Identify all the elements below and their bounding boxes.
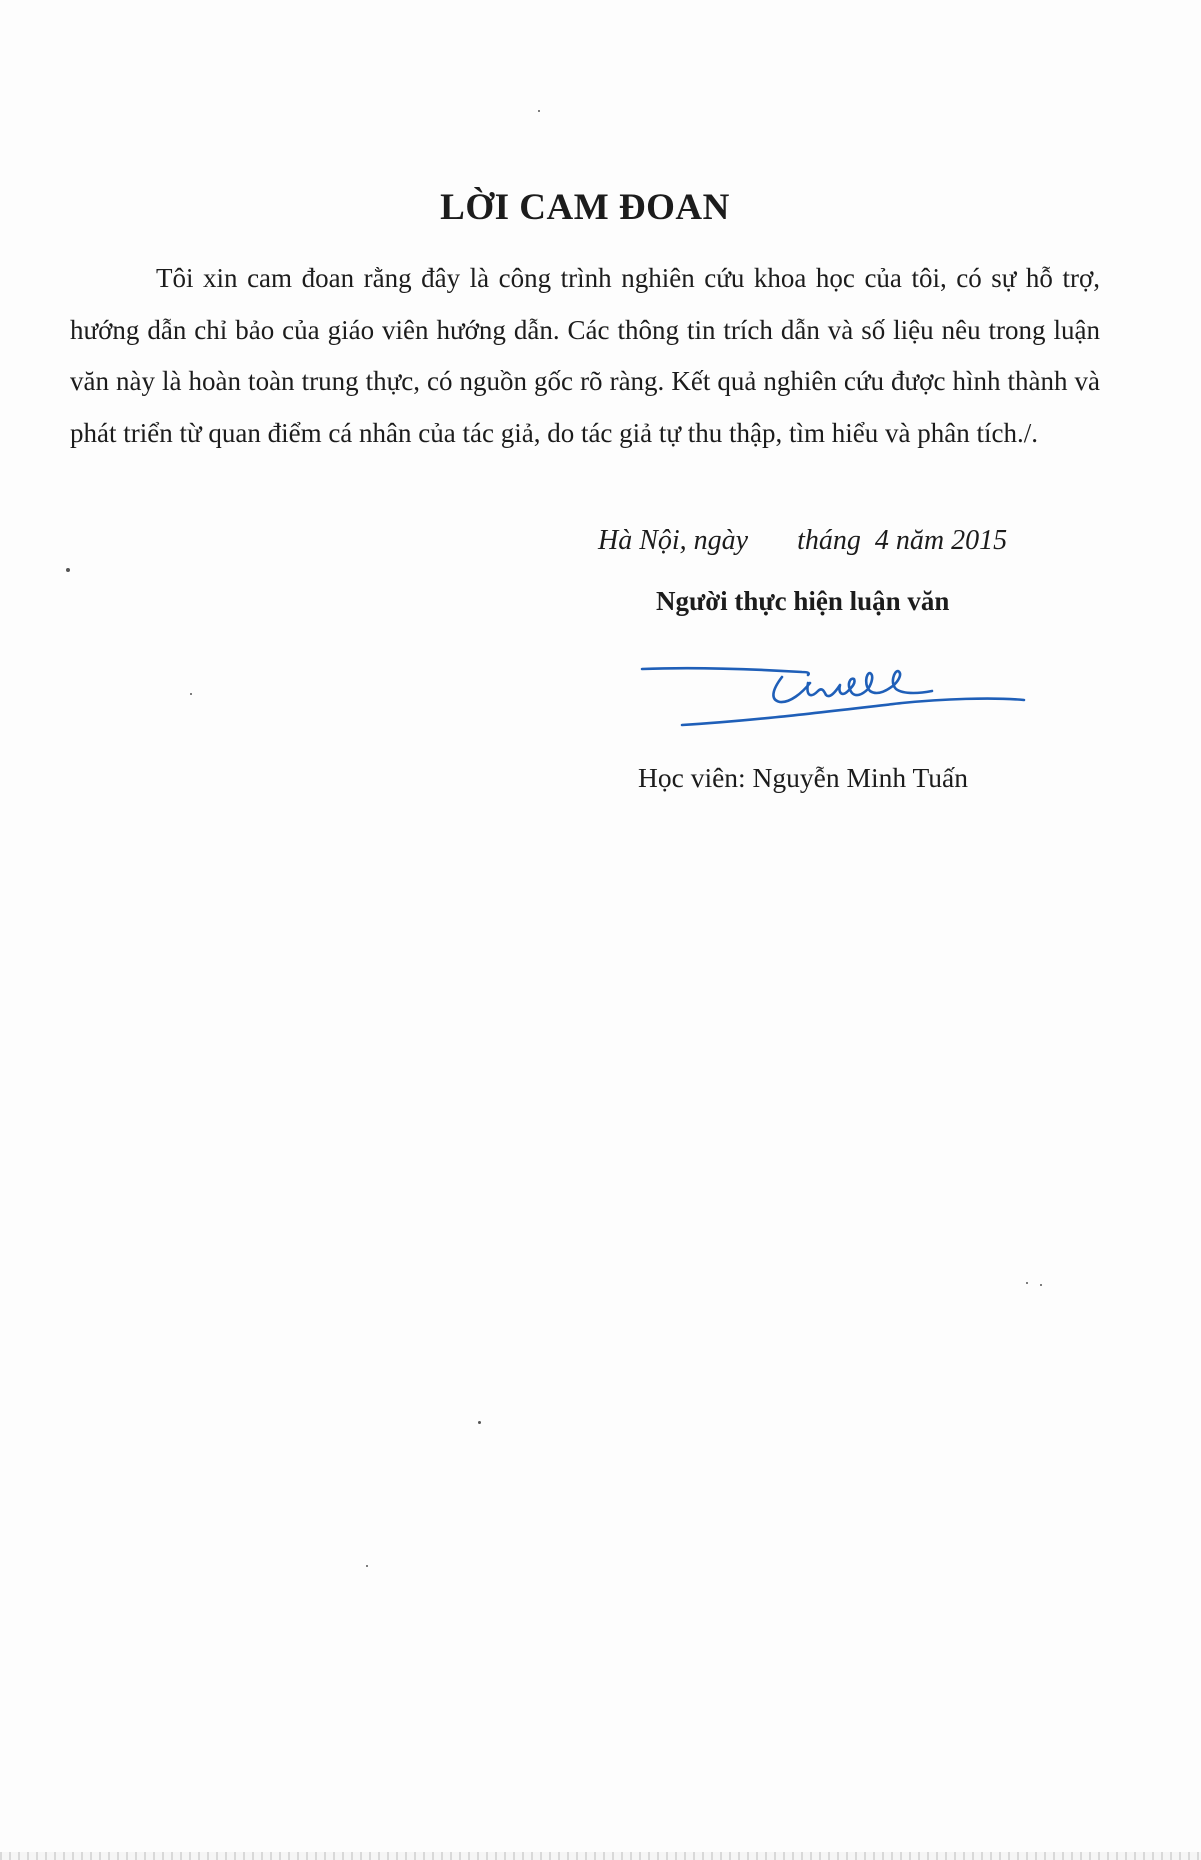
page-title: LỜI CAM ĐOAN: [440, 187, 730, 228]
scan-speck: [66, 568, 70, 572]
scan-speck: [478, 1421, 481, 1424]
signature-image: [632, 655, 1032, 755]
date-line: Hà Nội, ngày tháng 4 năm 2015: [598, 525, 1008, 556]
signer-role: Người thực hiện luận văn: [656, 586, 950, 616]
scan-speck: [1026, 1282, 1028, 1284]
declaration-paragraph: Tôi xin cam đoan rằng đây là công trình nghiên cứu khoa học của tôi, có sự hỗ trợ, hướng dẫn chỉ bảo của giáo viên hướng dẫn. Các thông tin trích dẫn và số liệu nêu trong luận văn này là hoàn toàn trung thực, có nguồn gốc rõ ràng. Kết quả nghiên cứu được hình thành và phát triển từ quan điểm cá nhân của tác giả, do tác giả tự thu thập, tìm hiểu và phân tích./.: [70, 263, 1100, 448]
scan-speck: [1040, 1284, 1042, 1286]
scan-speck: [366, 1565, 368, 1567]
scan-edge: [0, 1852, 1201, 1860]
scan-speck: [190, 693, 192, 695]
signer-name: Học viên: Nguyễn Minh Tuấn: [638, 762, 968, 793]
scan-speck: [538, 110, 540, 112]
